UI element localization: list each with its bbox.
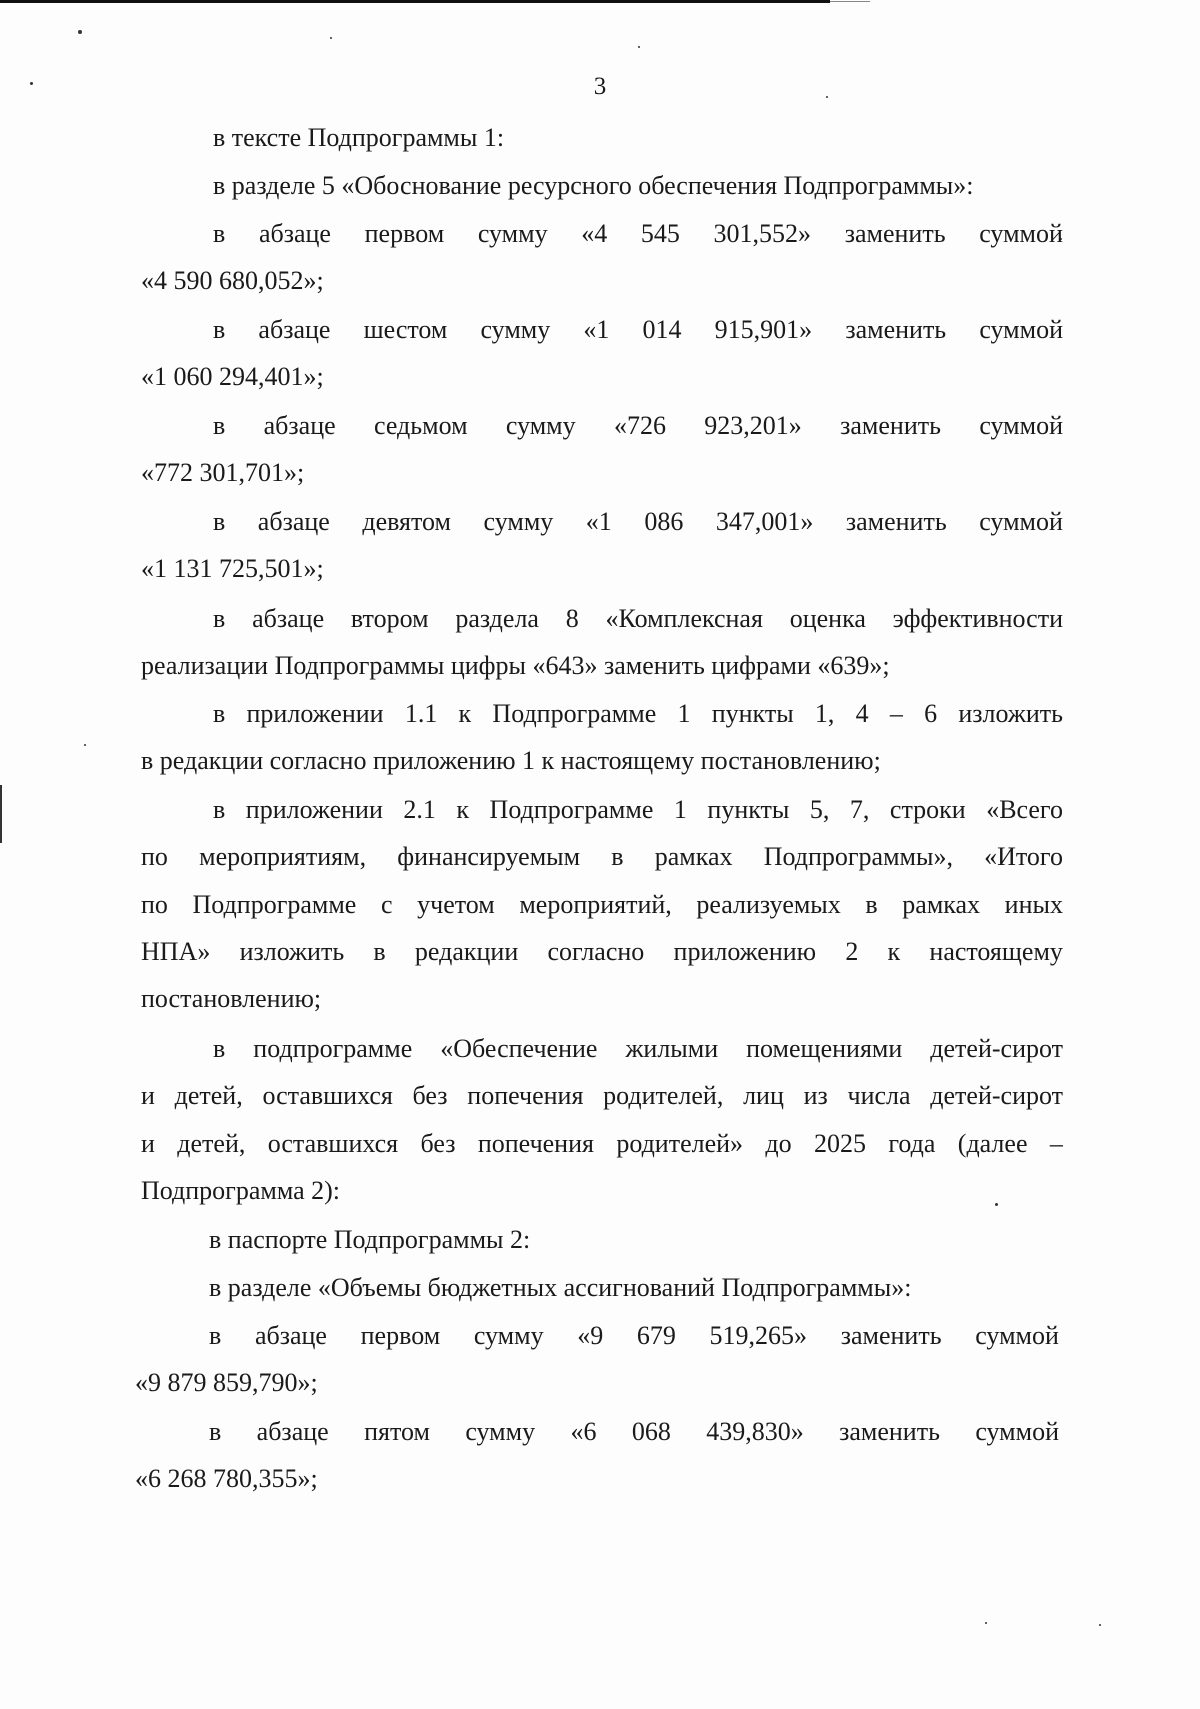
paragraph-line: «1 060 294,401»; — [141, 362, 324, 391]
paragraph-line: НПА» изложить в редакции согласно приложению 2 к настоящему — [141, 937, 1063, 966]
paragraph-line: в абзаце седьмом сумму «726 923,201» заменить суммой — [213, 411, 1063, 440]
paragraph-line: в абзаце первом сумму «4 545 301,552» заменить суммой — [213, 219, 1063, 248]
paragraph-line: в приложении 1.1 к Подпрограмме 1 пункты 1, 4 – 6 изложить — [213, 699, 1063, 728]
scan-speck — [985, 1622, 987, 1624]
paragraph-line: и детей, оставшихся без попечения родителей, лиц из числа детей-сирот — [141, 1081, 1063, 1110]
paragraph-line: по мероприятиям, финансируемым в рамках Подпрограммы», «Итого — [141, 842, 1063, 871]
scan-speck — [84, 744, 86, 746]
paragraph-line: Подпрограмма 2): — [141, 1176, 341, 1205]
paragraph-line: в разделе «Объемы бюджетных ассигнований Подпрограммы»: — [209, 1273, 912, 1302]
paragraph-line: в абзаце шестом сумму «1 014 915,901» заменить суммой — [213, 315, 1063, 344]
paragraph-line: в абзаце втором раздела 8 «Комплексная оценка эффективности — [213, 604, 1063, 633]
paragraph-line: по Подпрограмме с учетом мероприятий, реализуемых в рамках иных — [141, 890, 1063, 919]
top-border-line — [0, 0, 830, 3]
left-edge-mark — [0, 785, 2, 843]
paragraph-line: «1 131 725,501»; — [141, 554, 324, 583]
paragraph-line: в абзаце девятом сумму «1 086 347,001» заменить суммой — [213, 507, 1063, 536]
paragraph-line: в абзаце пятом сумму «6 068 439,830» заменить суммой — [209, 1417, 1059, 1446]
scan-speck — [330, 37, 332, 39]
paragraph-line: «6 268 780,355»; — [135, 1464, 318, 1493]
top-border-line-faint — [830, 1, 870, 2]
scan-speck — [995, 1203, 998, 1206]
paragraph-line: в редакции согласно приложению 1 к настоящему постановлению; — [141, 746, 881, 775]
paragraph-line: и детей, оставшихся без попечения родителей» до 2025 года (далее – — [141, 1129, 1063, 1158]
paragraph-line: «772 301,701»; — [141, 458, 305, 487]
paragraph-line: в паспорте Подпрограммы 2: — [209, 1225, 531, 1254]
paragraph-line: постановлению; — [141, 984, 322, 1013]
paragraph-line: в приложении 2.1 к Подпрограмме 1 пункты 5, 7, строки «Всего — [213, 795, 1063, 824]
paragraph-line: в тексте Подпрограммы 1: — [213, 123, 505, 152]
paragraph-line: в подпрограмме «Обеспечение жилыми помещениями детей-сирот — [213, 1034, 1063, 1063]
paragraph-line: в абзаце первом сумму «9 679 519,265» заменить суммой — [209, 1321, 1059, 1350]
paragraph-line: «9 879 859,790»; — [135, 1368, 318, 1397]
scan-speck — [638, 46, 640, 48]
page-number: 3 — [593, 73, 607, 100]
paragraph-line: реализации Подпрограммы цифры «643» заменить цифрами «639»; — [141, 651, 890, 680]
paragraph-line: в разделе 5 «Обоснование ресурсного обеспечения Подпрограммы»: — [213, 171, 974, 200]
paragraph-line: «4 590 680,052»; — [141, 266, 324, 295]
scan-speck — [1099, 1624, 1101, 1626]
scan-speck — [78, 30, 82, 34]
